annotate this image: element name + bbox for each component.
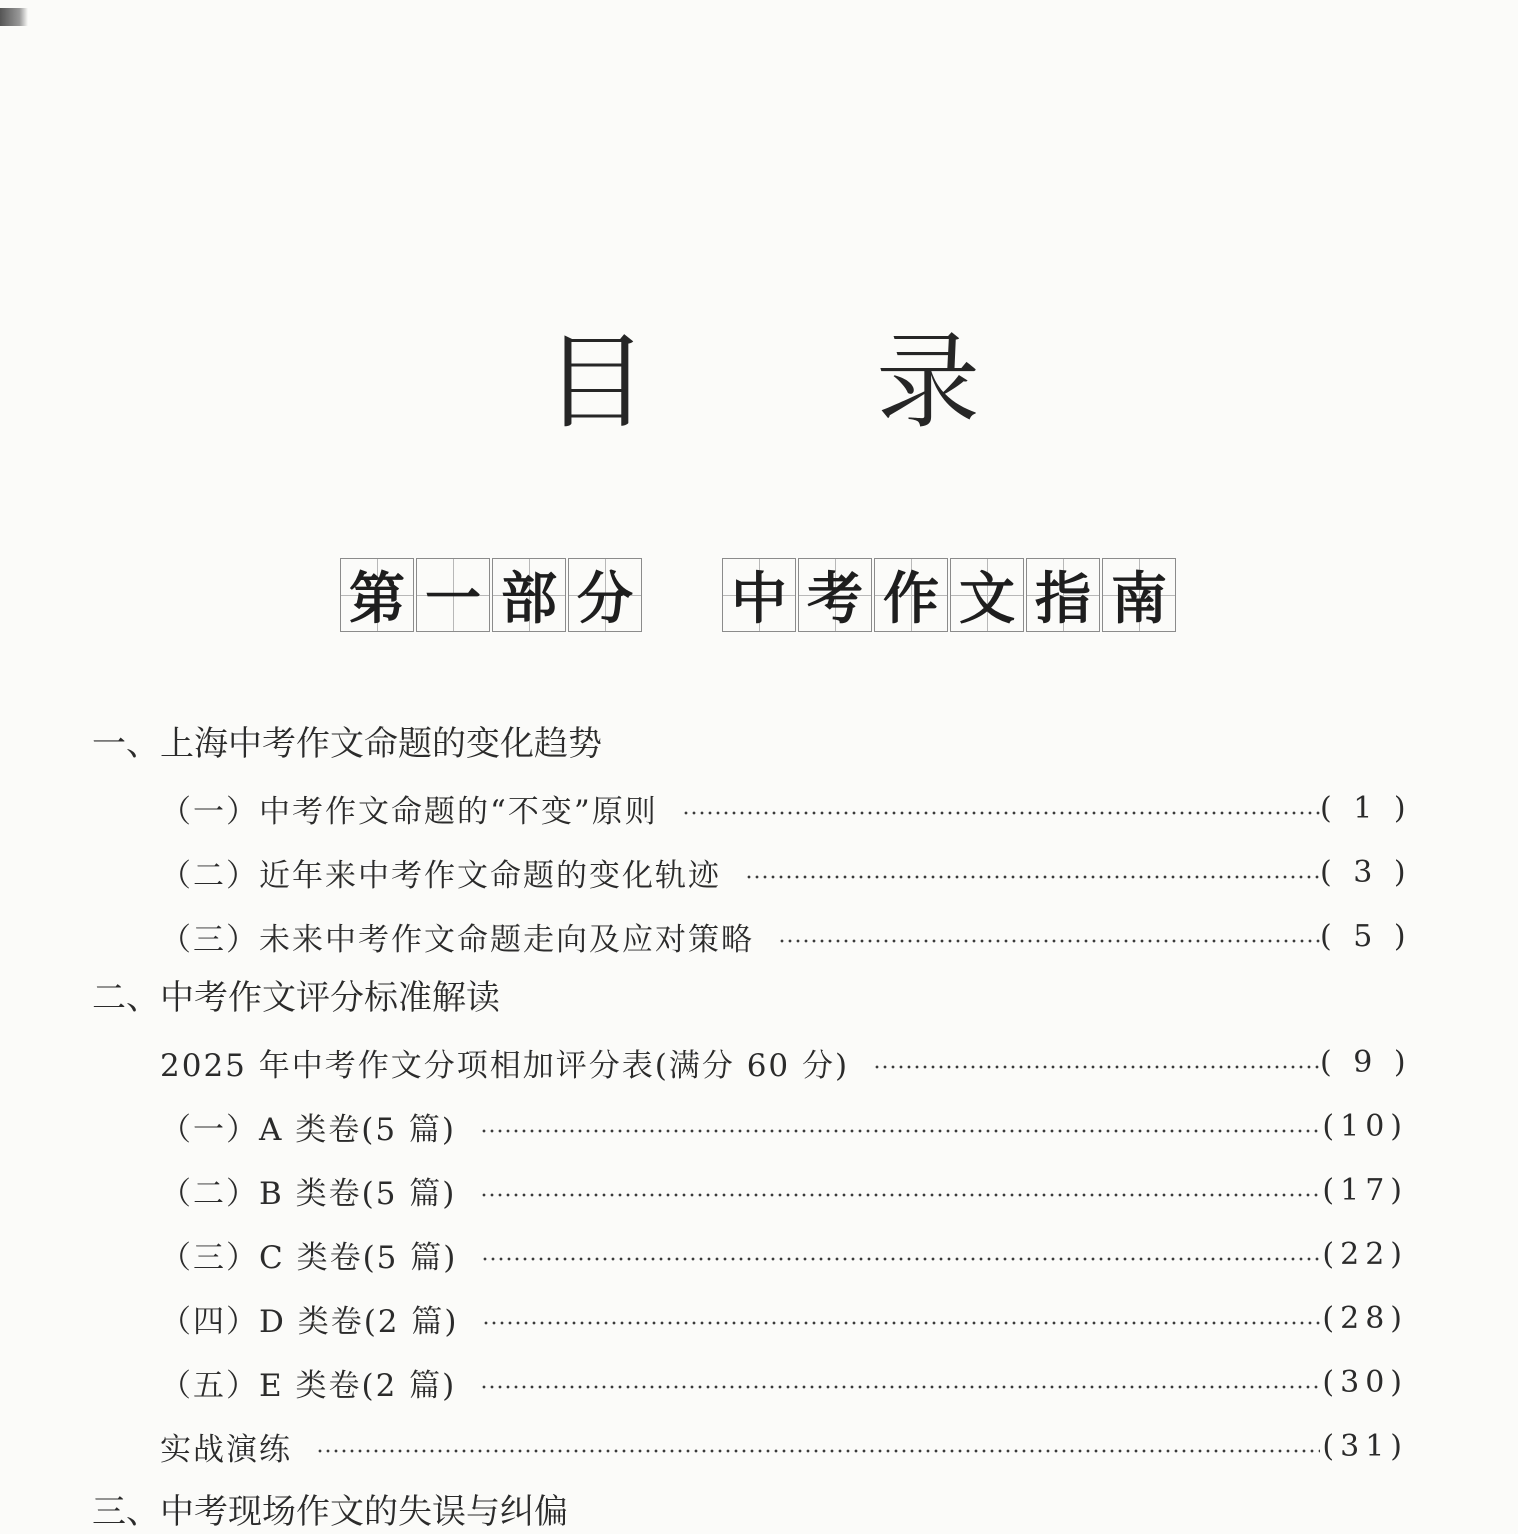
page-title (0, 322, 1518, 442)
toc-entry[interactable] (160, 1360, 1408, 1404)
grid-char: 第 (349, 567, 405, 632)
toc-page-number: (17) (1322, 1172, 1408, 1208)
toc-entry-label: （五）E 类卷(2 篇) (160, 1367, 457, 1404)
toc-entry[interactable] (160, 914, 1412, 958)
toc-entry[interactable] (160, 786, 1412, 830)
grid-cell (568, 558, 642, 632)
toc-page-number: (10) (1322, 1108, 1408, 1144)
dot-leader (873, 1065, 1320, 1069)
toc-entry-label: 实战演练 (160, 1431, 292, 1468)
dot-leader (480, 1193, 1320, 1197)
grid-cell (340, 558, 414, 632)
dot-leader (682, 811, 1320, 815)
section-heading: 一、上海中考作文命题的变化趋势 (92, 724, 602, 764)
grid-char: 分 (577, 567, 633, 632)
toc-page-number: (30) (1322, 1364, 1408, 1400)
grid-cell (1026, 558, 1100, 632)
toc-page-number: (22) (1322, 1236, 1408, 1272)
section-heading: 二、中考作文评分标准解读 (92, 978, 500, 1018)
toc-entry-label: 2025 年中考作文分项相加评分表(满分 60 分) (160, 1047, 850, 1084)
toc-entry[interactable] (160, 1424, 1408, 1468)
dot-leader (480, 1129, 1320, 1133)
page-title-char: 目 (544, 321, 649, 443)
grid-cell (950, 558, 1024, 632)
grid-cell (416, 558, 490, 632)
grid-char: 南 (1111, 567, 1167, 632)
part-name-grid (722, 558, 1178, 632)
toc-entry-label: （三）C 类卷(5 篇) (160, 1239, 458, 1276)
toc-entry[interactable] (160, 1104, 1408, 1148)
toc-page-number: (31) (1322, 1428, 1408, 1464)
toc-entry-label: （四）D 类卷(2 篇) (160, 1303, 459, 1340)
dot-leader (480, 1385, 1320, 1389)
toc-page-number: ( 5 ) (1320, 918, 1412, 954)
section-heading: 三、中考现场作文的失误与纠偏 (92, 1492, 568, 1532)
grid-char: 作 (883, 567, 939, 632)
toc-entry-label: （三）未来中考作文命题走向及应对策略 (160, 921, 754, 958)
grid-cell (492, 558, 566, 632)
dot-leader (481, 1257, 1320, 1261)
grid-char: 指 (1035, 567, 1091, 632)
toc-page-number: ( 9 ) (1320, 1044, 1412, 1080)
dot-leader (778, 939, 1320, 943)
toc-page-number: ( 3 ) (1320, 854, 1412, 890)
dot-leader (745, 875, 1320, 879)
page-title-char: 录 (876, 321, 981, 443)
toc-entry-label: （一）A 类卷(5 篇) (160, 1111, 457, 1148)
grid-char: 一 (425, 567, 481, 632)
toc-page-number: ( 1 ) (1320, 790, 1412, 826)
toc-entry[interactable] (160, 1296, 1408, 1340)
toc-entry[interactable] (160, 1168, 1408, 1212)
toc-entry[interactable] (160, 1040, 1412, 1084)
grid-char: 文 (959, 567, 1015, 632)
dot-leader (482, 1321, 1320, 1325)
dot-leader (316, 1449, 1320, 1453)
toc-entry[interactable] (160, 1232, 1408, 1276)
scan-corner-mark (0, 8, 28, 26)
toc-entry-label: （二）B 类卷(5 篇) (160, 1175, 457, 1212)
toc-page-number: (28) (1322, 1300, 1408, 1336)
grid-cell (722, 558, 796, 632)
toc-entry-label: （二）近年来中考作文命题的变化轨迹 (160, 857, 721, 894)
toc-entry-label: （一）中考作文命题的“不变”原则 (160, 793, 658, 830)
toc-entry[interactable] (160, 850, 1412, 894)
grid-cell (874, 558, 948, 632)
grid-cell (1102, 558, 1176, 632)
grid-cell (798, 558, 872, 632)
grid-char: 中 (731, 567, 787, 632)
part-number-grid (340, 558, 644, 632)
grid-char: 部 (501, 567, 557, 632)
grid-char: 考 (807, 567, 863, 632)
